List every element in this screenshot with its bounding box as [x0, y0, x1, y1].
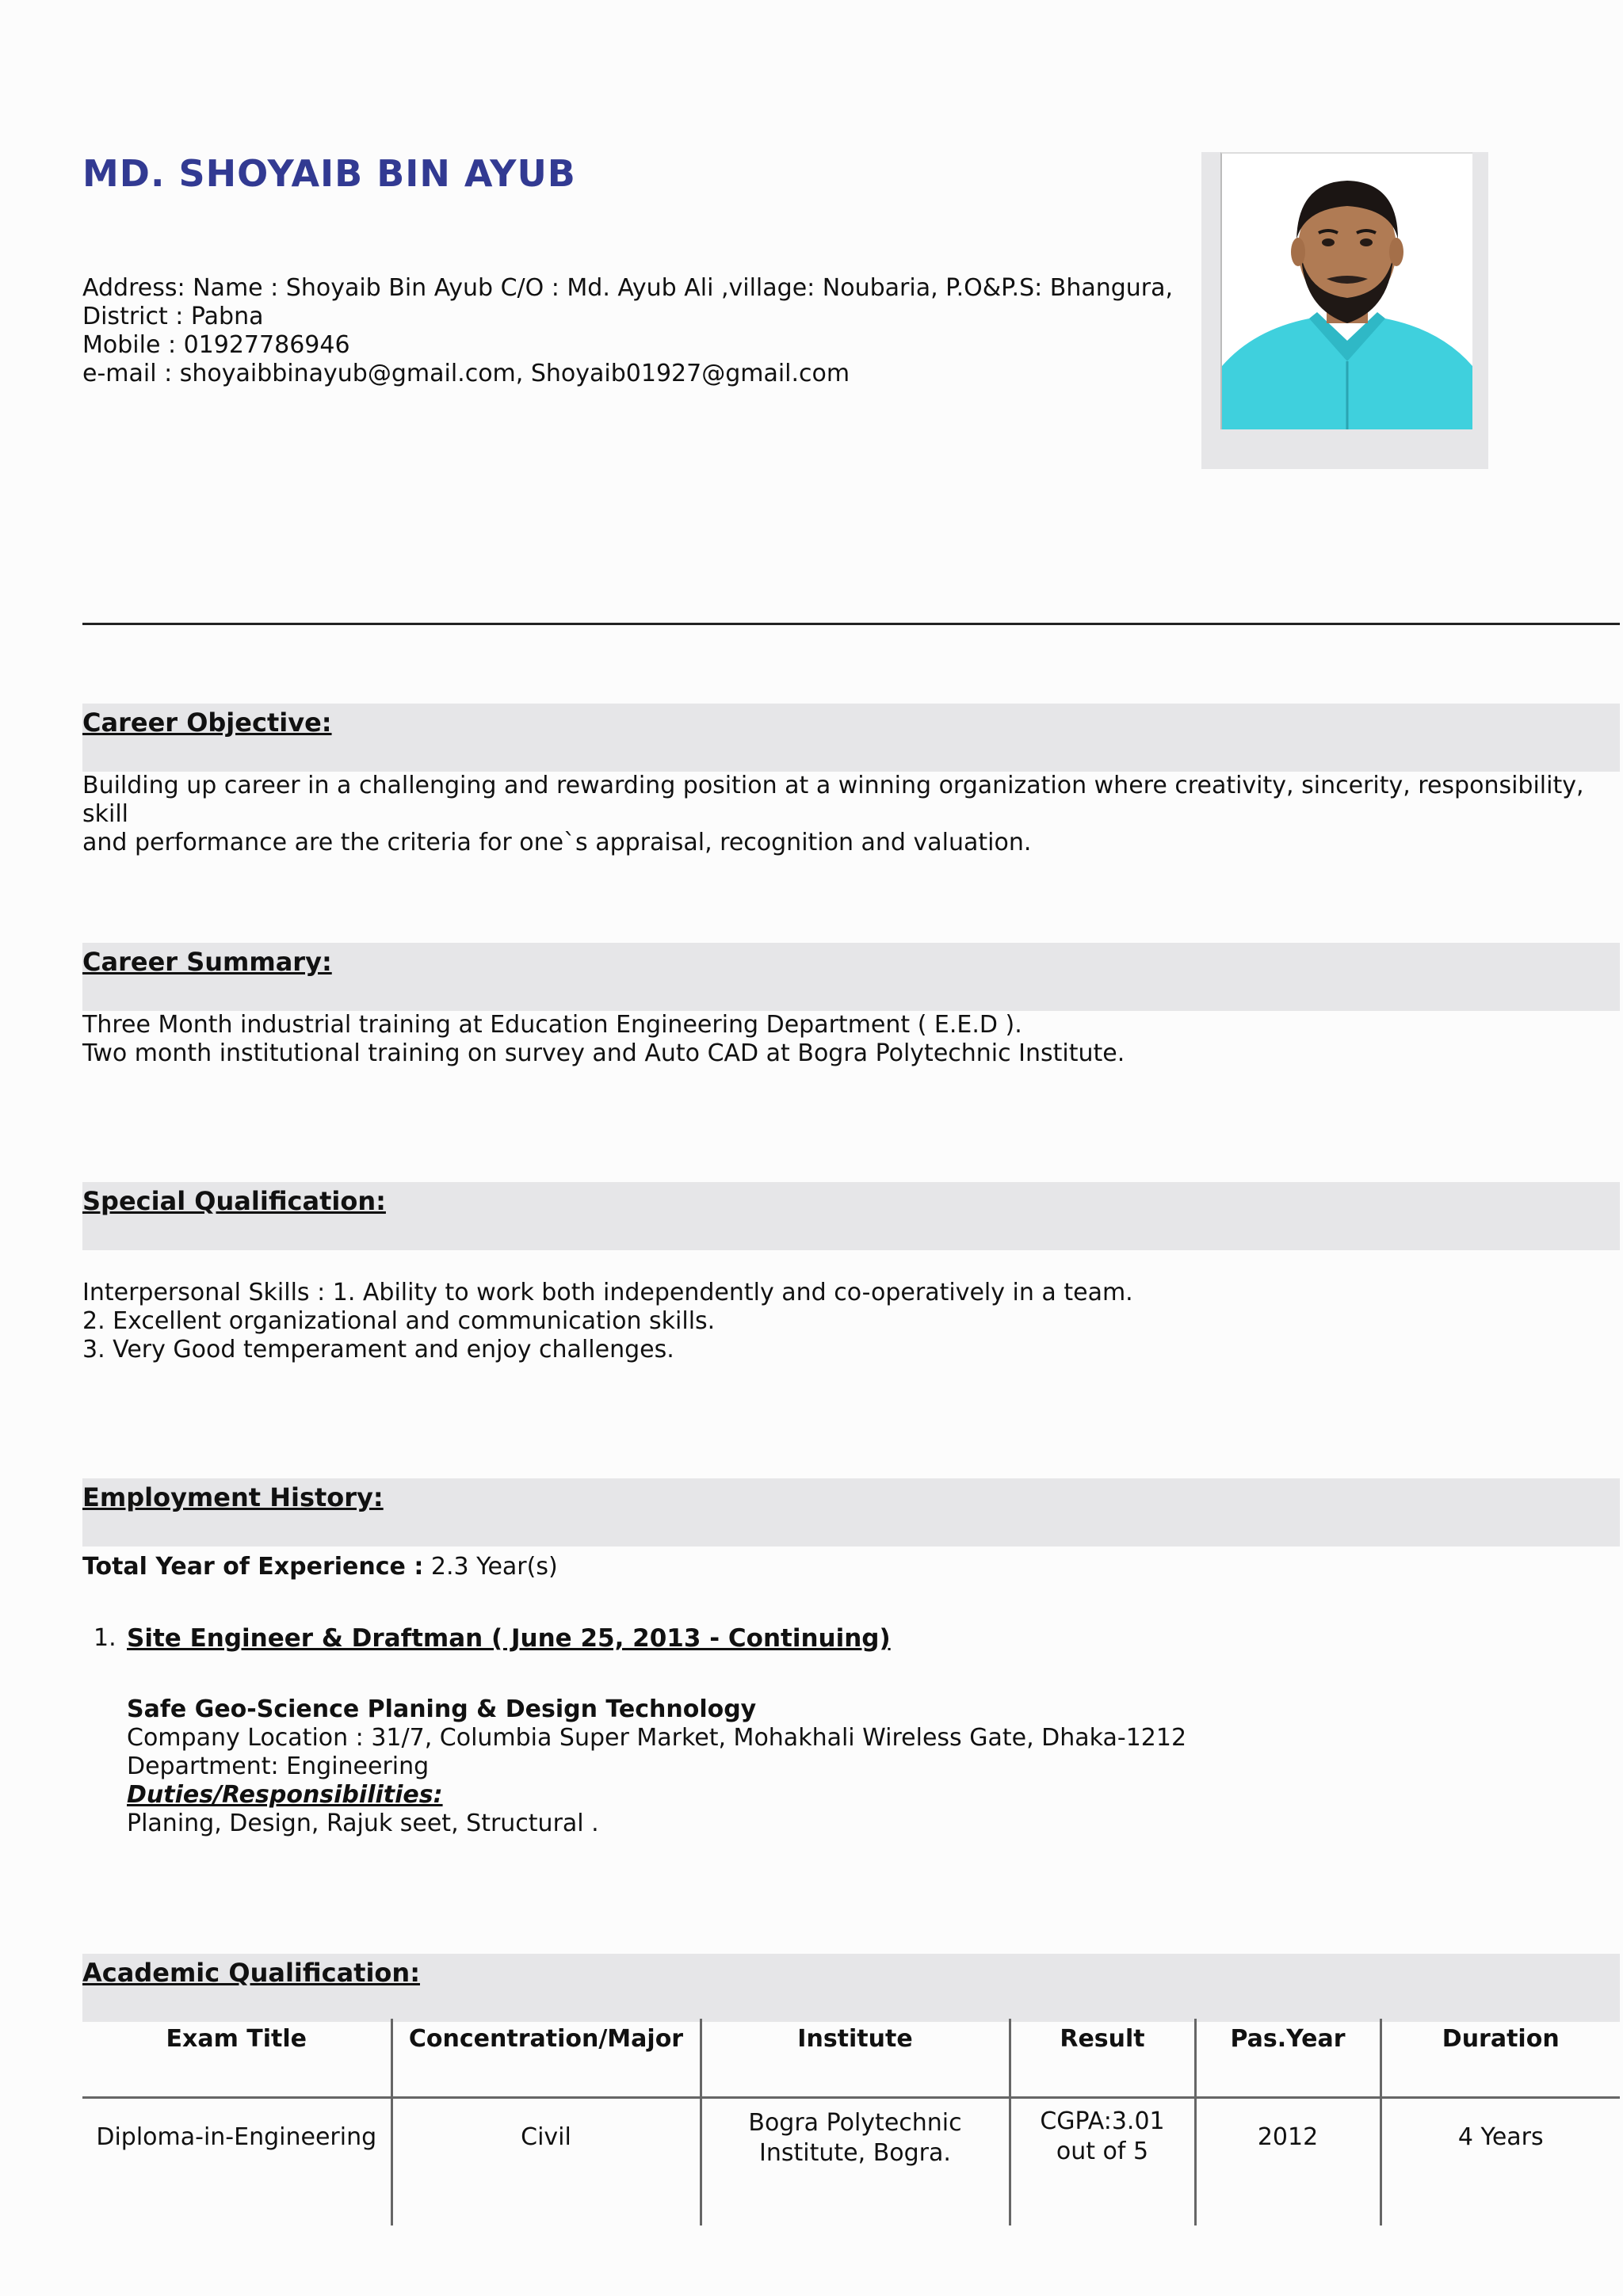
candidate-name: MD. SHOYAIB BIN AYUB [82, 152, 576, 195]
address-line: Address: Name : Shoyaib Bin Ayub C/O : Md. Ayub Ali ,village: Noubaria, P.O&P.S: Bhangura, [82, 274, 1174, 302]
career-objective-line: and performance are the criteria for one`s appraisal, recognition and valuation. [82, 829, 1032, 856]
contact-block [82, 274, 1208, 388]
col-header: Institute [701, 2019, 1010, 2098]
special-qualification-title: Special Qualification: [82, 1186, 386, 1216]
career-objective-text [82, 772, 1620, 857]
institute-line: Institute, Bogra. [759, 2139, 951, 2167]
profile-photo [1220, 152, 1472, 429]
col-header: Concentration/Major [391, 2019, 701, 2098]
col-header: Duration [1381, 2019, 1620, 2098]
year-cell: 2012 [1195, 2098, 1381, 2226]
career-summary-text [82, 1011, 1620, 1068]
institute-cell [701, 2098, 1010, 2226]
special-qualification-band [82, 1182, 1620, 1250]
col-header: Result [1010, 2019, 1195, 2098]
career-summary-line: Three Month industrial training at Education Engineering Department ( E.E.D ). [82, 1011, 1022, 1039]
result-cell [1010, 2098, 1195, 2226]
employment-history-title: Employment History: [82, 1482, 384, 1512]
company-location: Company Location : 31/7, Columbia Super Market, Mohakhali Wireless Gate, Dhaka-1212 [127, 1724, 1187, 1752]
employment-history-band [82, 1478, 1620, 1547]
duration-cell: 4 Years [1381, 2098, 1620, 2226]
table-header-row [82, 2019, 1620, 2098]
email-line: e-mail : shoyaibbinayub@gmail.com, Shoyaib01927@gmail.com [82, 360, 850, 387]
special-qualification-line: 2. Excellent organizational and communication skills. [82, 1307, 716, 1335]
job-title: Site Engineer & Draftman ( June 25, 2013 - Continuing) [127, 1624, 891, 1653]
table-row [82, 2098, 1620, 2226]
career-objective-line: Building up career in a challenging and rewarding position at a winning organization where creativity, sincerity, responsibility, skill [82, 772, 1584, 828]
career-objective-title: Career Objective: [82, 707, 332, 738]
special-qualification-text [82, 1279, 1620, 1364]
academic-title: Academic Qualification: [82, 1958, 420, 1988]
total-experience-value: 2.3 Year(s) [423, 1553, 558, 1581]
duties-text: Planing, Design, Rajuk seet, Structural . [127, 1810, 599, 1837]
total-experience-label: Total Year of Experience : [82, 1553, 424, 1581]
academic-band [82, 1954, 1620, 2022]
major-cell: Civil [391, 2098, 701, 2226]
career-summary-line: Two month institutional training on survey and Auto CAD at Bogra Polytechnic Institute. [82, 1039, 1125, 1067]
institute-line: Bogra Polytechnic [748, 2109, 962, 2137]
career-summary-title: Career Summary: [82, 947, 332, 977]
exam-cell: Diploma-in-Engineering [96, 2123, 377, 2151]
special-qualification-line: 3. Very Good temperament and enjoy challenges. [82, 1336, 674, 1363]
job-details [127, 1695, 1617, 1838]
company-name: Safe Geo-Science Planing & Design Technology [127, 1695, 757, 1723]
col-header: Exam Title [82, 2019, 391, 2098]
result-line: out of 5 [1056, 2138, 1149, 2165]
district-line: District : Pabna [82, 303, 264, 330]
photo-frame [1201, 152, 1488, 469]
career-objective-band [82, 704, 1620, 772]
total-experience [82, 1553, 1620, 1581]
mobile-line: Mobile : 01927786946 [82, 331, 350, 359]
career-summary-band [82, 943, 1620, 1011]
department: Department: Engineering [127, 1753, 430, 1780]
duties-label: Duties/Responsibilities: [127, 1781, 443, 1809]
col-header: Pas.Year [1195, 2019, 1381, 2098]
job-number: 1. [94, 1624, 116, 1652]
academic-table [82, 2019, 1620, 2225]
result-line: CGPA:3.01 [1040, 2107, 1165, 2135]
special-qualification-line: Interpersonal Skills : 1. Ability to work both independently and co-operatively in a team. [82, 1279, 1133, 1306]
header-divider [82, 623, 1620, 625]
